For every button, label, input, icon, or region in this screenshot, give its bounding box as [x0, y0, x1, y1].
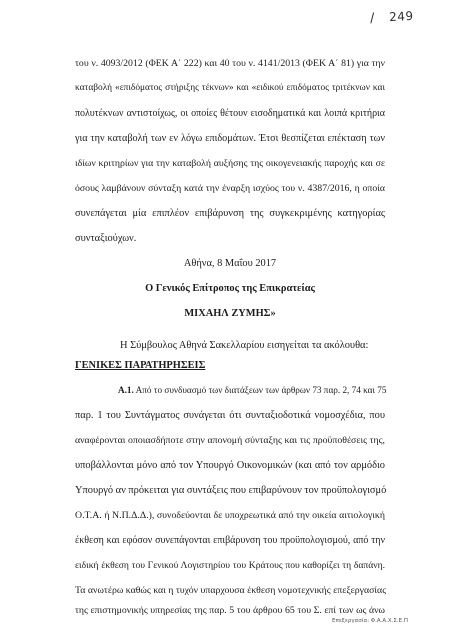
- signatory-role: Ο Γενικός Επίτροπος της Επικρατείας: [145, 283, 315, 294]
- text-line: παρ. 1 του Συντάγματος συνάγεται ότι συνταξιοδοτικά νομοσχέδια, που: [75, 410, 385, 421]
- text-line: υποβάλλονται μόνο από τον Υπουργό Οικονομικών (και από τον αρμόδιο: [75, 460, 385, 471]
- footer-note: Επεξεργασία: Φ.Α.Α.Χ.Σ.Ε.Π: [332, 618, 408, 624]
- text-line: συνεπάγεται μία επιπλέον επιβάρυνση της συγκεκριμένης κατηγορίας: [75, 208, 385, 219]
- text-line: Υπουργό αν πρόκειται για συντάξεις που επιβαρύνουν τον προϋπολογισμό: [75, 485, 387, 496]
- text-line: καταβολή «επιδόματος στήριξης τέκνων» και «ειδικού επιδόματος τριτέκνων και: [75, 83, 385, 93]
- text-line: συνταξιούχων.: [75, 233, 137, 244]
- text-line: της επιστημονικής υπηρεσίας της παρ. 5 του άρθρου 65 του Σ. επί των ως άνω: [75, 605, 385, 616]
- text-line: ειδική έκθεση του Γενικού Λογιστηρίου του Κράτους που καθορίζει τη δαπάνη.: [75, 560, 385, 571]
- paragraph-first-line-text: Από το συνδυασμό των διατάξεων των άρθρων 73 παρ. 2, 74 και 75: [135, 385, 387, 395]
- text-line: ιδίων κριτηρίων για την καταβολή αυξήσης της οικογενειακής παροχής και σε: [75, 158, 385, 169]
- signatory-name: ΜΙΧΑΗΛ ΖΥΜΗΣ»: [184, 308, 276, 319]
- text-line: αναφέρονται οποιασδήποτε στην απονομή σύνταξης και τις προϋποθέσεις της,: [75, 435, 385, 446]
- paragraph-first-line: [118, 384, 385, 397]
- text-line: πολυτέκνων αντιστοίχως, οι οποίες θέτουν εισοδηματικά και λοιπά κριτήρια: [75, 108, 385, 119]
- section-heading: ΓΕΝΙΚΕΣ ΠΑΡΑΤΗΡΗΣΕΙΣ: [75, 360, 206, 371]
- text-line: για την καταβολή των εν λόγω επιδομάτων. Έτσι θεσπίζεται επέκταση των: [75, 133, 385, 144]
- place-date: Αθήνα, 8 Μαΐου 2017: [183, 258, 277, 269]
- handwritten-number: 249: [388, 8, 414, 25]
- text-line: του ν. 4093/2012 (ΦΕΚ Α΄ 222) και 40 του ν. 4141/2013 (ΦΕΚ Α΄ 81) για την: [75, 58, 385, 69]
- paragraph-label: Α.1.: [118, 385, 134, 395]
- text-line: Ο.Τ.Α. ή Ν.Π.Δ.Δ.), συνοδεύονται δε υποχρεωτικά από την οικεία αιτιολογική: [75, 510, 385, 521]
- handwritten-page-number: [370, 9, 414, 26]
- text-line: έκθεση και εφόσον συνεπάγονται επιβάρυνση του προϋπολογισμού, από την: [75, 535, 385, 546]
- text-line: όσους λαμβάνουν σύνταξη κατά την έναρξη ισχύος του ν. 4387/2016, η οποία: [75, 183, 385, 194]
- handwritten-mark: /: [369, 10, 376, 27]
- text-line: Τα ανωτέρω καθώς και η τυχόν υπαρχουσα έκθεση νομοτεχνικής επεξεργασίας: [75, 585, 387, 596]
- intro-line: Η Σύμβουλος Αθηνά Σακελλαρίου εισηγείται τα ακόλουθα:: [120, 340, 369, 351]
